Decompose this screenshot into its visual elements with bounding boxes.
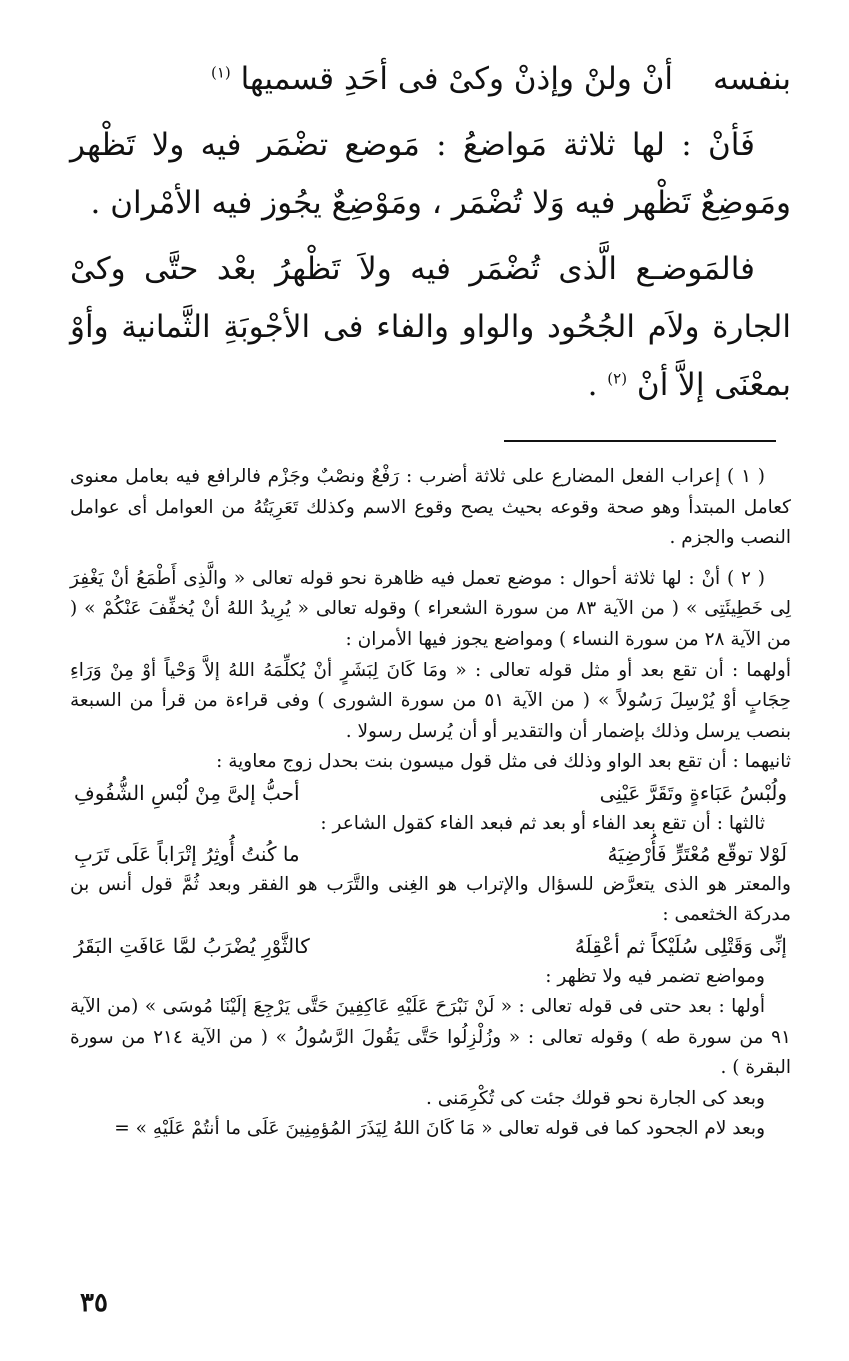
footnote-1: ( ١ ) إعراب الفعل المضارع على ثلاثة أضرب : رَفْعٌ ونصْبٌ وجَزْم فالرافع فيه بعامل معنوى كعامل المبتدأ وهو صحة وقوعه بحيث يصح وقوع الاسم وكذلك تَعَرِيَتُهُ من العوامل أى عوامل النصب والجزم . [70, 466, 791, 549]
main-paragraph-3-text: فالمَوضـع الَّذى تُضْمَر فيه ولاَ تَظْهرُ بعْد حتَّى وكىْ الجارة ولاَم الجُحُود والواو والفاء فى الأجْوبَةِ الثَّمانية وأوْ بمعْنَى إلاَّ أنْ [70, 251, 791, 403]
footnote-ref-1[interactable]: (١) [210, 63, 231, 82]
footnote-separator [504, 440, 776, 442]
main-paragraph-2: فَأنْ : لها ثلاثة مَواضعُ : مَوضع تضْمَر فيه ولا تَظْهر ومَوضِعٌ تَظْهر فيه وَلا تُضْمَر ، ومَوْضِعٌ يجُوز فيه الأمْران . [70, 127, 791, 221]
main-line-1-start: بنفسه [713, 61, 791, 97]
main-line-1-text: أنْ ولنْ وإذنْ وكىْ فى أحَدِ قسميها [240, 61, 674, 97]
main-text [70, 50, 791, 414]
verse-3-first-hemistich: إنِّى وَقَتْلِى سُلَيْكاً ثم أعْقِلَهُ [574, 933, 787, 958]
verse-2-second-hemistich: ما كُنتُ أُوثِرُ إتْرَاباً عَلَى تَرَبِ [74, 842, 300, 867]
page-number: ٣٥ [80, 1288, 108, 1318]
main-line-1 [70, 50, 791, 108]
footnote-2-intro: ( ٢ ) أنْ : لها ثلاثة أحوال : موضع تعمل فيه ظاهرة نحو قوله تعالى « والَّذِى أَطْمَعُ أنْ يَغْفِرَ لِى خَطِيئَتِى » ( من الآية ٨٣ من سورة الشعراء ) وقوله تعالى « يُرِيدُ اللهُ أنْ يُخفِّفَ عَنْكُمْ » ( من الآية ٢٨ من سورة النساء ) ومواضع يجوز فيها الأمران : [70, 567, 792, 650]
verse-1-first-hemistich: ولُبْسُ عَبَاءةٍ وتَقَرَّ عَيْنِى [599, 780, 787, 805]
main-paragraph-3 [70, 240, 791, 414]
verse-3 [70, 931, 791, 962]
verse-1 [70, 778, 791, 809]
footnote-ref-2[interactable]: (٢) [607, 369, 628, 388]
verse-1-second-hemistich: أحبُّ إلىَّ مِنْ لُبْسِ الشُّفُوفِ [74, 780, 300, 805]
verse-2-first-hemistich: لَوْلا توقّع مُعْتَرٍّ فَأُرْضِيَهُ [607, 842, 787, 867]
footnote-2-first-case: أولهما : أن تقع بعد أو مثل قوله تعالى : « ومَا كَانَ لِبَشَرٍ أنْ يُكلِّمَهُ اللهُ إلاَّ وَحْياً أوْ مِنْ وَرَاءِ حِجَابٍ أوْ يُرْسِلَ رَسُولاً » ( من الآية ٥١ من سورة الشورى ) وفى قراءة من قرأ من السبعة بنصب يرسل وذلك بإضمار أن والتقدير أو أن يُرسل رسولا . [70, 659, 791, 742]
verse-3-second-hemistich: كالثَّوْرِ يُضْرَبُ لمَّا عَافَتِ البَقَرُ [74, 933, 310, 958]
footnote-2-second-case: ثانيهما : أن تقع بعد الواو وذلك فى مثل قول ميسون بنت بحدل زوج معاوية : [216, 751, 791, 773]
main-paragraph-3-end: . [587, 367, 598, 403]
footnote-2-explanation: والمعتر هو الذى يتعرَّض للسؤال والإتراب هو الغِنى والتَّرَب هو الفقر وبعد ثُمَّ قول أنس بن مدركة الخثعمى : [70, 873, 791, 926]
footnote-2-after-hatta: أولها : بعد حتى فى قوله تعالى : « لَنْ نَبْرَحَ عَلَيْهِ عَاكِفِينَ حَتَّى يَرْجِعَ إلَيْنَا مُوسَى » (من الآية ٩١ من سورة طه ) وقوله تعالى : « وزُلْزِلُوا حَتَّى يَقُولَ الرَّسُولُ » ( من الآية ٢١٤ من سورة البقرة ) . [70, 996, 791, 1079]
footnote-2-third-case: ثالثها : أن تقع بعد الفاء أو بعد ثم فبعد الفاء كقول الشاعر : [320, 812, 765, 834]
footnote-2-after-lam: وبعد لام الجحود كما فى قوله تعالى « مَا كَانَ اللهُ لِيَذَرَ المُؤمِنِينَ عَلَى ما أنتُمْ عَلَيْهِ » = [114, 1118, 765, 1140]
footnote-2-after-kay: وبعد كى الجارة نحو قولك جئت كى تُكْرِمَنى . [425, 1087, 765, 1109]
footnotes [70, 462, 791, 1145]
footnote-2-hidden-intro: ومواضع تضمر فيه ولا تظهر : [545, 965, 765, 987]
verse-2 [70, 839, 791, 870]
main-line-1-rest [211, 50, 673, 108]
